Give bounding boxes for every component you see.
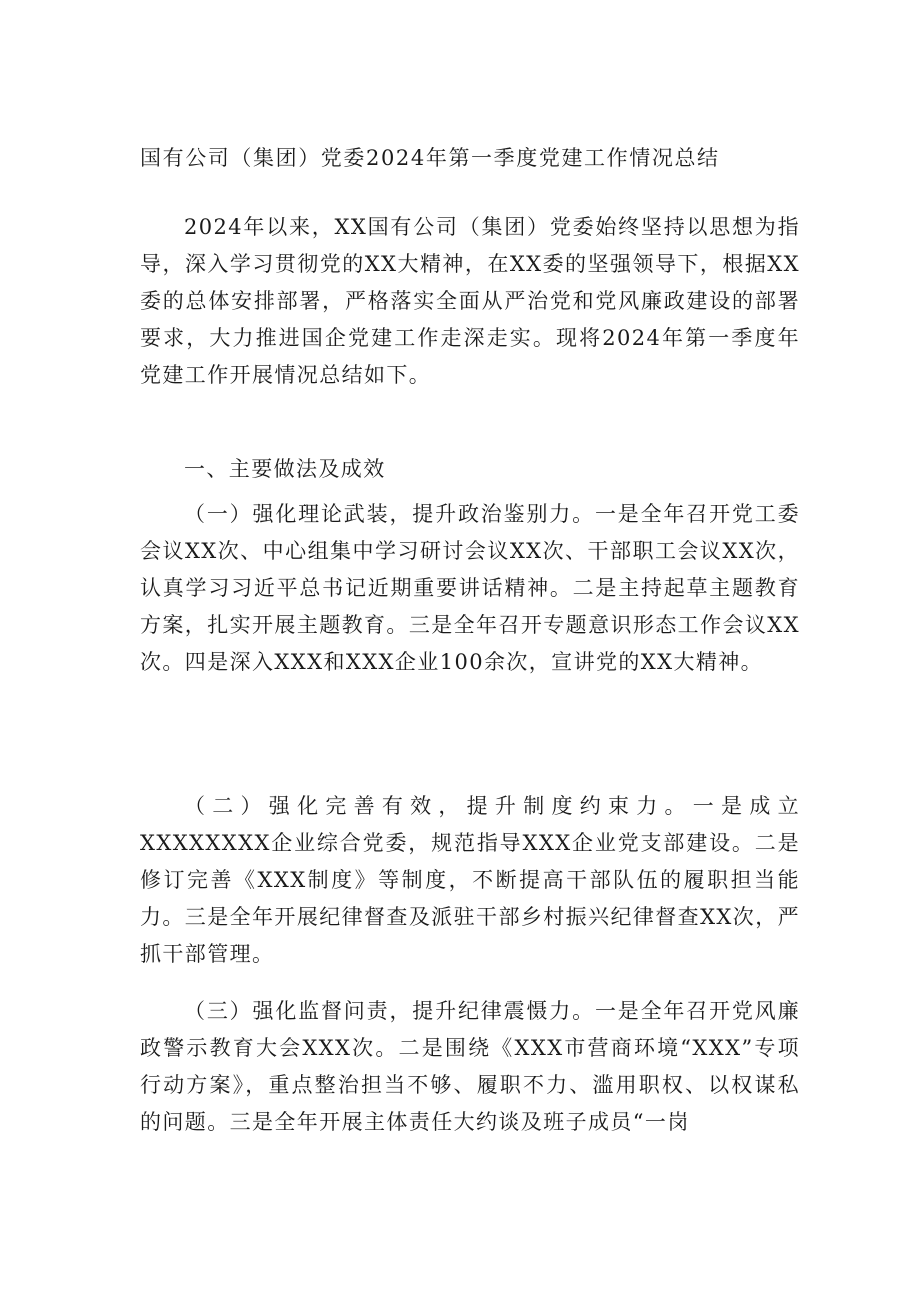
intro-paragraph: 2024年以来，XX国有公司（集团）党委始终坚持以思想为指导，深入学习贯彻党的XX大精神，在XX委的坚强领导下，根据XX委的总体安排部署，严格落实全面从严治党和党风廉政建设的部署要求，大力推进国企党建工作走深走实。现将2024年第一季度年党建工作开展情况总结如下。 <box>140 215 800 387</box>
body-paragraph-1: （一）强化理论武装，提升政治鉴别力。一是全年召开党工委会议XX次、中心组集中学习研讨会议XX次、干部职工会议XX次，认真学习习近平总书记近期重要讲话精神。二是主持起草主题教育方案，扎实开展主题教育。三是全年召开专题意识形态工作会议XX次。四是深入XXX和XXX企业100余次，宣讲党的XX大精神。 <box>140 502 800 674</box>
document-title: 国有公司（集团）党委2024年第一季度党建工作情况总结 <box>140 146 720 170</box>
body-paragraph-3: （三）强化监督问责，提升纪律震慑力。一是全年召开党风廉政警示教育大会XXX次。二是围绕《XXX市营商环境“XXX”专项行动方案》，重点整治担当不够、履职不力、滥用职权、以权谋私的问题。三是全年开展主体责任大约谈及班子成员“一岗 <box>140 999 800 1134</box>
section-heading: 一、主要做法及成效 <box>184 457 386 481</box>
body-paragraph-2: （二）强化完善有效，提升制度约束力。一是成立XXXXXXXX企业综合党委，规范指导XXX企业党支部建设。二是修订完善《XXX制度》等制度，不断提高干部队伍的履职担当能力。三是全年开展纪律督查及派驻干部乡村振兴纪律督查XX次，严抓干部管理。 <box>140 794 800 966</box>
